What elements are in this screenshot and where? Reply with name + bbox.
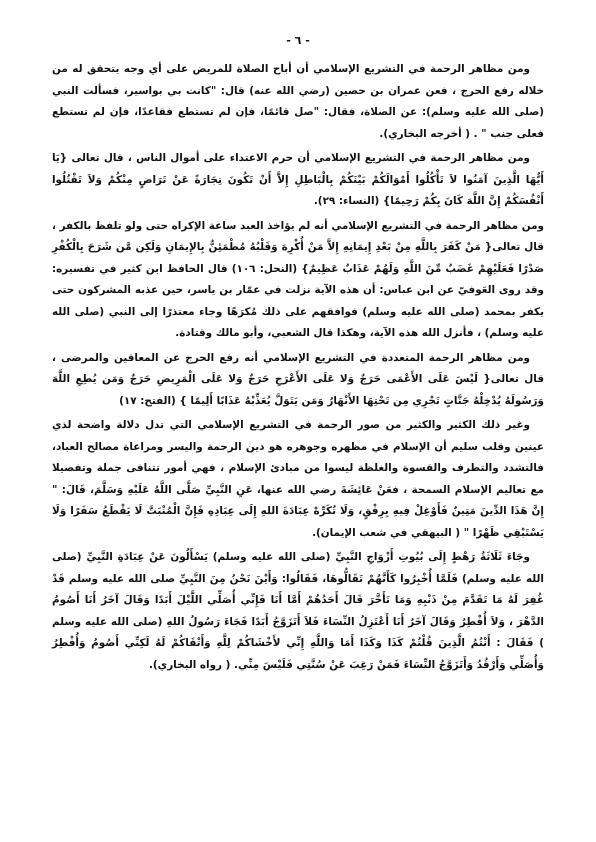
- paragraph-coercion: ومن مظاهر الرحمة في التشريع الإسلامي أنه لم يؤاخذ العبد ساعة الإكراه حتى ولو تلفظ بالكفر ، قال تعالى{ مَنْ كَفَرَ بِاللَّهِ مِنْ بَعْدِ إِيمَانِهِ إِلاَّ مَنْ أُكْرِهَ وَقَلْبُهُ مُطْمَئِنٌّ بِالإِيمَانِ وَلَكِن مَّن شَرَحَ بِالْكُفْرِ صَدْرًا فَعَلَيْهِمْ غَضَبٌ مِّنَ اللَّهِ وَلَهُمْ عَذَابٌ عَظِيمٌ} (النحل: ١٠٦) قال الحافظ ابن كثير في تفسيره: وقد روى العَوفيّ عن ابن عباس: أن هذه الآية نزلت في عمّار بن ياسر، حين عذبه المشركون حتى يكفر بمحمد (صلى الله عليه وسلم) فوافقهم على ذلك مُكرَهًا وجاء معتذرًا إلى النبي (صلى الله عليه وسلم) ، فأنزل الله هذه الآية، وهكذا قال الشعبي، وأبو مالك وقتادة.: [52, 219, 545, 339]
- paragraph-property-protection: ومن مظاهر الرحمة في التشريع الإسلامي أن حرم الاعتداء على أموال الناس ، قال تعالى {يَا أَيُّهَا الَّذِينَ آمَنُوا لاَ تَأْكُلُوا أَمْوَالَكُمْ بَيْنَكُمْ بِالْبَاطِلِ إِلاَّ أَنْ تَكُونَ تِجَارَةً عَنْ تَرَاضٍ مِنْكُمْ وَلاَ تَقْتُلُوا أَنْفُسَكُمْ إِنَّ اللَّهَ كَانَ بِكُمْ رَحِيمًا} (النساء: ٢٩).: [52, 152, 544, 207]
- paragraph-three-men-hadith: وجَاءَ ثَلَاثَةُ رَهْطٍ إِلَى بُيُوتِ أَزْوَاجِ النَّبِيِّ (صلى الله عليه وسلم) يَسْأَلُونَ عَنْ عِبَادَةِ النَّبِيِّ (صلى الله عليه وسلم) فَلَمَّا أُخْبِرُوا كَأَنَّهُمْ تَقَالُّوهَا، فَقَالُوا: وَأَيْنَ نَحْنُ مِنَ النَّبِيِّ صلى الله عليه وسلم قَدْ غُفِرَ لَهُ مَا تَقَدَّمَ مِنْ ذَنْبِهِ وَمَا تَأَخَّرَ قَالَ أَحَدُهُمْ أَمَّا أَنَا فَإِنِّي أُصَلِّي اللَّيْلَ أَبَدًا وَقَالَ آخَرُ أَنَا أَصُومُ الدَّهْرَ ، وَلاَ أُفْطِرُ وَقَالَ آخَرُ أَنَا أَعْتَزِلُ النِّسَاءَ فَلاَ أَتَزَوَّجُ أَبَدًا فَجَاءَ رَسُولُ اللهِ (صلى الله عليه وسلم ) فَقَالَ : أَنْتُمُ الَّذِينَ قُلْتُمْ كَذَا وَكَذَا أَمَا وَاللَّهِ إِنِّي لأَخْشَاكُمْ لِلَّهِ وَأَتْقَاكُمْ لَهُ لَكِنِّي أَصُومُ وَأُفْطِرُ وَأُصَلِّي وَأَرْقُدُ وَأَتَزَوَّجُ النِّسَاءَ فَمَنْ رَغِبَ عَنْ سُنَّتِي فَلَيْسَ مِنِّي. ( رواه البخاري).: [52, 551, 544, 671]
- paragraph-prayer-for-sick: ومن مظاهر الرحمة في التشريع الإسلامي أن أباح الصلاة للمريض على أي وجه يتحقق له من خلاله رفع الحرج ، فعن عمران بن حصين (رضي الله عنه) قال: "كانت بي بواسير، فسألت النبي (صلى الله عليه وسلم): عن الصلاة، فقال: "صل قائمًا، فإن لم تستطع فقاعدًا، فإن لم تستطع فعلى جنب " . ( أخرجه البخاري).: [52, 63, 544, 140]
- paragraph-disabled-and-sick: ومن مظاهر الرحمة المتعددة في التشريع الإسلامي أنه رفع الحرج عن المعاقين والمرضى ، قال تعالى{ لَيْسَ عَلَى الأَعْمَى حَرَجٌ وَلا عَلَى الأَعْرَجِ حَرَجٌ وَلا عَلَى الْمَرِيضِ حَرَجٌ وَمَن يُطِعِ اللَّهَ وَرَسُولَهُ يُدْخِلْهُ جَنَّاتٍ تَجْرِي مِن تَحْتِهَا الأَنْهَارُ وَمَن يَتَوَلَّ يُعَذِّبْهُ عَذَابًا أَلِيمًا } (الفتح: ١٧): [52, 351, 544, 407]
- paragraph-religion-of-mercy: وغير ذلك الكثير والكثير من صور الرحمة في التشريع الإسلامي التي تدل دلالة واضحة لذي عينين وقلب سليم أن الإسلام في مظهره وجوهره هو دين الرحمة واليسر ومراعاة مصالح العباد، فالتشدد والتطرف والقسوة والغلظة ليسوا من مبادئ الإسلام ، فهي أمور تتنافى جملة وتفصيلا مع تعاليم الإسلام السمحة ، فعَنْ عَائِشَةَ رضي الله عنها، عَنِ النَّبِيِّ صَلَّى اللَّهُ عَلَيْهِ وَسَلَّمَ، قَالَ: " إِنَّ هَذَا الدِّينَ مَتِينٌ فَأَوْغِلْ فِيهِ بِرِفْقٍ، وَلَا تُكَرِّهْ عِبَادَةَ اللهِ إِلَى عِبَادِهِ فَإِنَّ الْمُنْبَتَّ لَا يَقْطَعُ سَفَرًا وَلَا يَسْتَبْقِي ظَهْرًا " ( البيهقي في شعب الإيمان).: [52, 419, 544, 539]
- page-number: - ٦ -: [286, 34, 310, 47]
